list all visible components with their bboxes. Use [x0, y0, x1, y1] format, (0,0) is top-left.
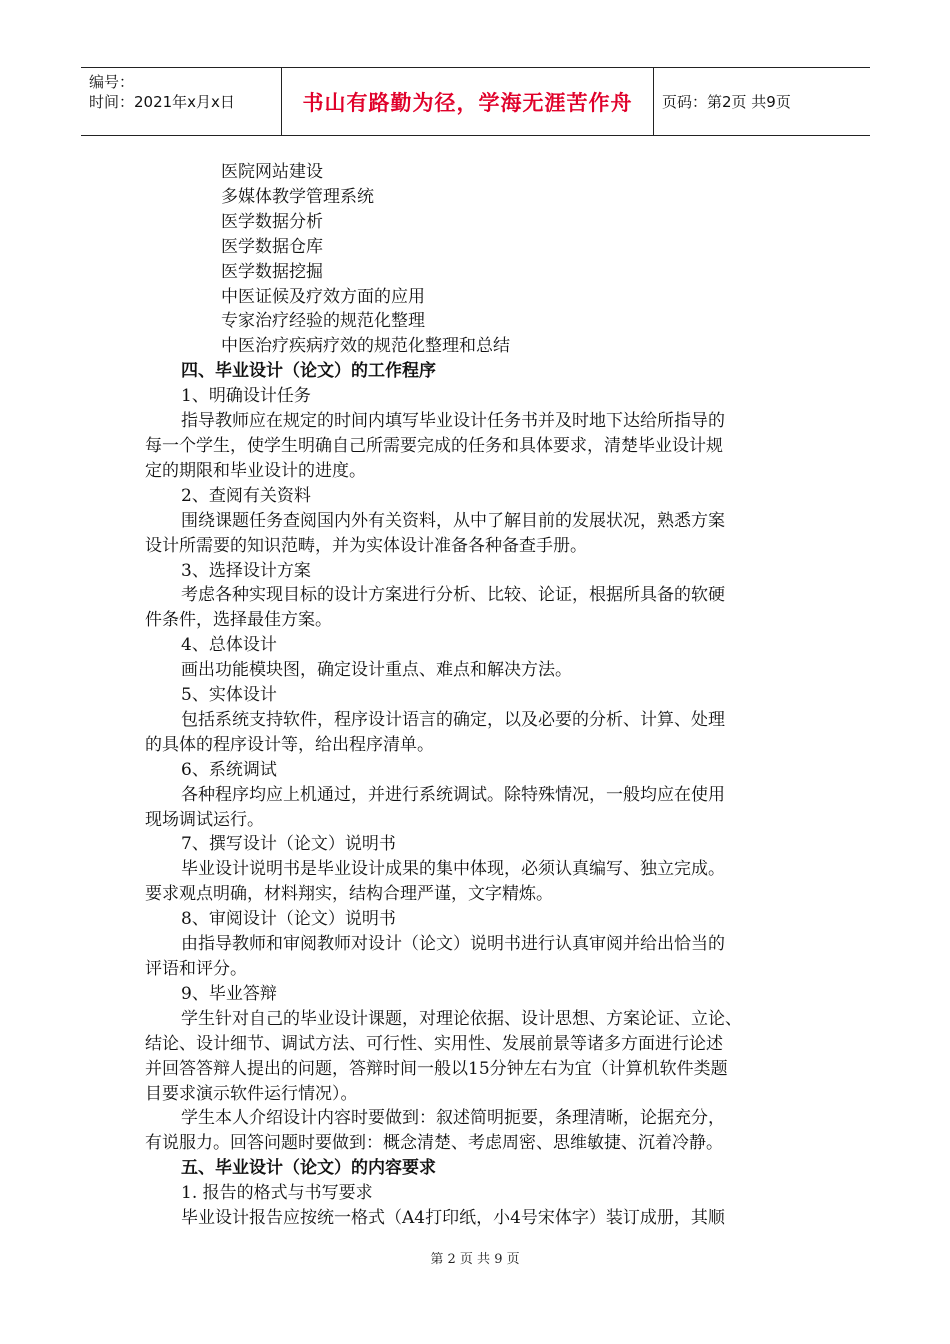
text-line: 8、审阅设计（论文）说明书: [181, 909, 396, 930]
section-heading: 四、毕业设计（论文）的工作程序: [181, 361, 436, 382]
text-line: 每一个学生，使学生明确自己所需要完成的任务和具体要求，清楚毕业设计规: [145, 435, 723, 456]
page-footer: 第 2 页 共 9 页: [430, 1252, 520, 1267]
text-line: 4、总体设计: [181, 635, 277, 656]
text-line: 中医证候及疗效方面的应用: [221, 286, 425, 307]
text-line: 毕业设计说明书是毕业设计成果的集中体现，必须认真编写、独立完成。: [181, 859, 725, 880]
text-line: 结论、设计细节、调试方法、可行性、实用性、发展前景等诸多方面进行论述: [145, 1033, 723, 1054]
text-line: 画出功能模块图，确定设计重点、难点和解决方法。: [181, 660, 572, 681]
page-header: [81, 67, 870, 136]
text-line: 围绕课题任务查阅国内外有关资料，从中了解目前的发展状况，熟悉方案: [181, 510, 725, 531]
text-line: 各种程序均应上机通过，并进行系统调试。除特殊情况，一般均应在使用: [181, 784, 725, 805]
document-number-label: 编号：: [89, 73, 135, 91]
text-line: 5、实体设计: [181, 685, 277, 706]
section-heading: 五、毕业设计（论文）的内容要求: [181, 1158, 436, 1179]
text-line: 医学数据分析: [221, 211, 323, 232]
text-line: 指导教师应在规定的时间内填写毕业设计任务书并及时地下达给所指导的: [181, 411, 725, 432]
text-line: 有说服力。回答问题时要做到：概念清楚、考虑周密、思维敏捷、沉着冷静。: [145, 1133, 723, 1154]
text-line: 件条件，选择最佳方案。: [145, 610, 332, 631]
text-line: 定的期限和毕业设计的进度。: [145, 460, 366, 481]
text-line: 现场调试运行。: [145, 809, 264, 830]
text-line: 包括系统支持软件，程序设计语言的确定，以及必要的分析、计算、处理: [181, 709, 725, 730]
text-line: 医学数据挖掘: [221, 261, 323, 282]
text-line: 设计所需要的知识范畴，并为实体设计准备各种备查手册。: [145, 535, 587, 556]
text-line: 由指导教师和审阅教师对设计（论文）说明书进行认真审阅并给出恰当的: [181, 934, 725, 955]
text-line: 6、系统调试: [181, 759, 277, 780]
text-line: 7、撰写设计（论文）说明书: [181, 834, 396, 855]
text-line: 1. 报告的格式与书写要求: [181, 1183, 373, 1204]
text-line: 3、选择设计方案: [181, 560, 311, 581]
text-line: 评语和评分。: [145, 959, 247, 979]
text-line: 学生本人介绍设计内容时要做到：叙述简明扼要，条理清晰，论据充分，: [181, 1108, 725, 1129]
header-meta: [81, 68, 282, 135]
text-line: 要求观点明确，材料翔实，结构合理严谨，文字精炼。: [145, 884, 553, 905]
text-line: 毕业设计报告应按统一格式（A4打印纸，小4号宋体字）装订成册，其顺: [181, 1208, 725, 1229]
text-line: 9、毕业答辩: [181, 983, 277, 1004]
text-line: 并回答答辩人提出的问题，答辩时间一般以15分钟左右为宜（计算机软件类题: [145, 1058, 728, 1079]
text-line: 目要求演示软件运行情况）。: [145, 1083, 358, 1104]
text-line: 2、查阅有关资料: [181, 485, 311, 506]
header-page-info: 页码：第2页 共9页: [662, 93, 791, 111]
text-line: 学生针对自己的毕业设计课题，对理论依据、设计思想、方案论证、立论、: [181, 1008, 742, 1029]
document-body: [145, 160, 825, 1231]
text-line: 1、明确设计任务: [181, 386, 311, 407]
document-time-label: 时间：2021年x月x日: [89, 93, 235, 111]
header-motto: 书山有路勤为径，学海无涯苦作舟: [282, 68, 654, 135]
text-line: 专家治疗经验的规范化整理: [221, 311, 425, 332]
text-line: 医院网站建设: [221, 162, 323, 182]
text-line: 中医治疗疾病疗效的规范化整理和总结: [221, 336, 510, 357]
text-line: 医学数据仓库: [221, 236, 323, 257]
text-line: 多媒体教学管理系统: [221, 186, 374, 207]
text-line: 考虑各种实现目标的设计方案进行分析、比较、论证，根据所具备的软硬: [181, 585, 725, 606]
text-line: 的具体的程序设计等，给出程序清单。: [145, 734, 434, 755]
